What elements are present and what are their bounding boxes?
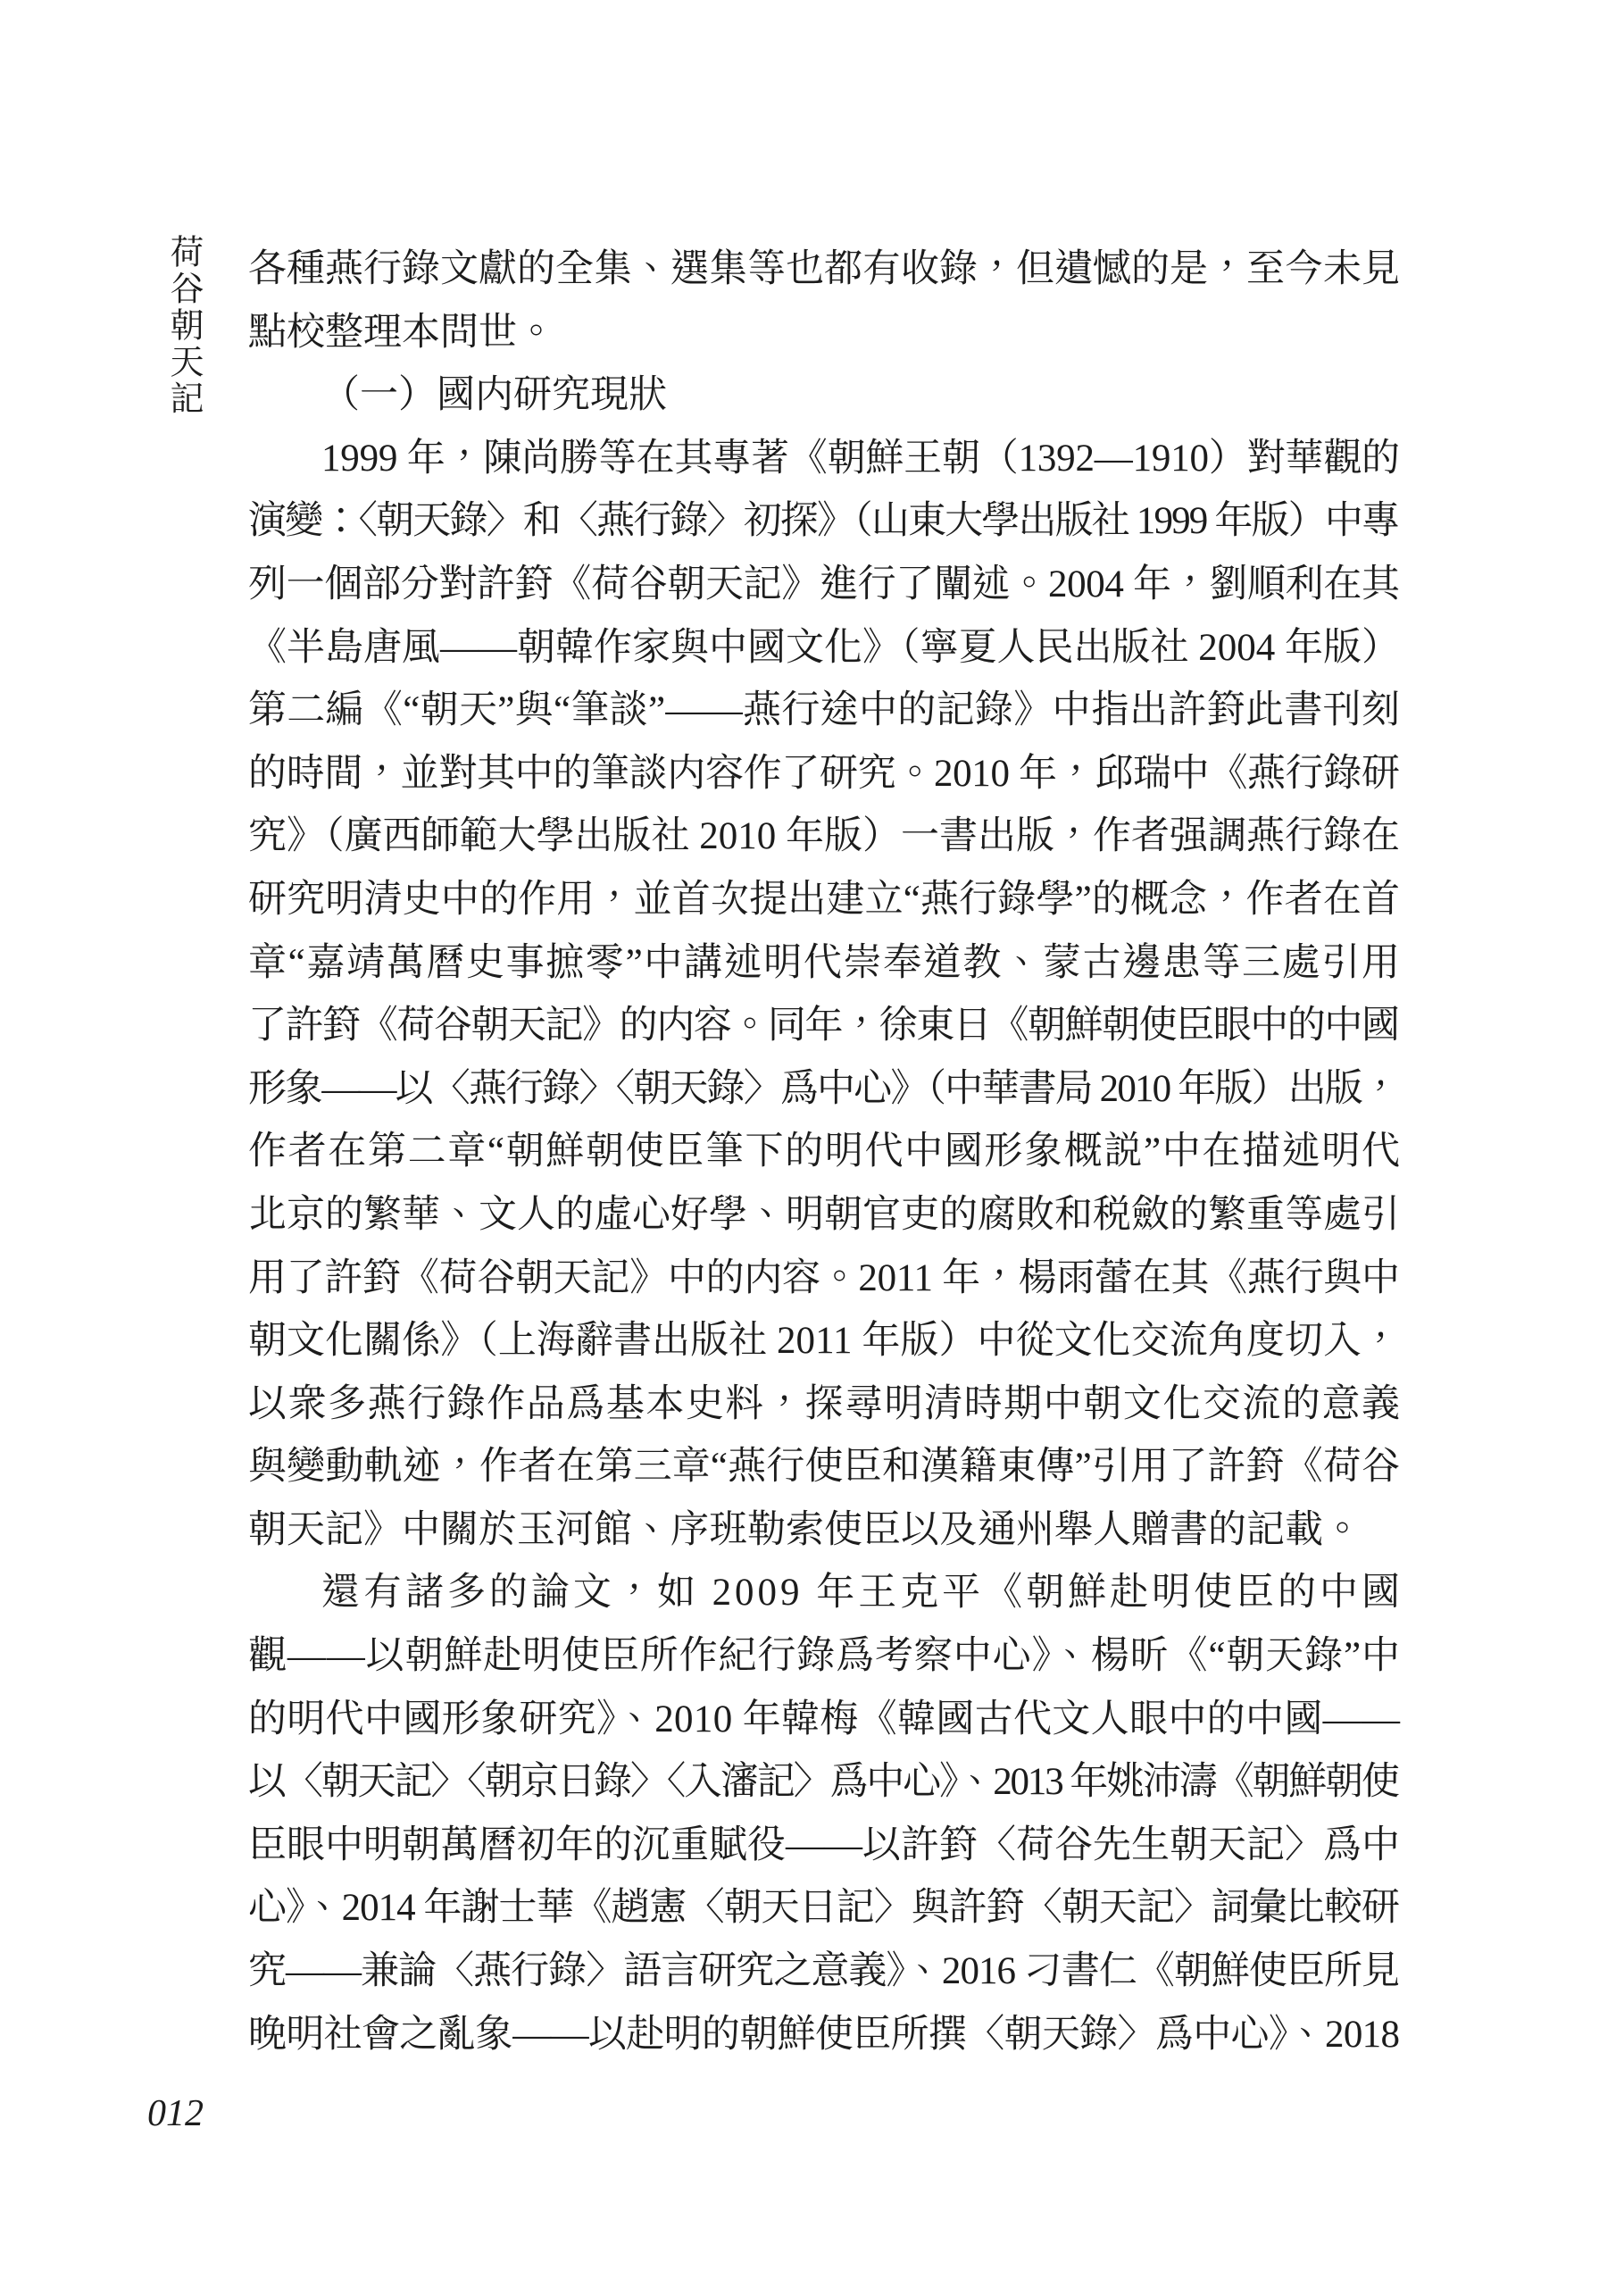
body-line: 以〈朝天記〉〈朝京日錄〉〈入瀋記〉爲中心》、2013 年姚沛濤《朝鮮朝使: [248, 1761, 1398, 1804]
body-line: 究——兼論〈燕行錄〉語言研究之意義》、2016 刁書仁《朝鮮使臣所見: [248, 1950, 1400, 1993]
body-text: [248, 238, 1403, 2066]
body-line: 的時間，並對其中的筆談内容作了研究。2010 年，邱瑞中《燕行錄研: [248, 752, 1400, 795]
body-line: 作者在第二章“朝鮮朝使臣筆下的明代中國形象概説”中在描述明代: [248, 1131, 1402, 1173]
body-line: 點校整理本問世。: [248, 311, 555, 354]
body-line: 用了許篈《荷谷朝天記》中的内容。2011 年，楊雨蕾在其《燕行與中: [248, 1256, 1400, 1299]
body-line: 究》（廣西師範大學出版社 2010 年版）一書出版，作者强調燕行錄在: [248, 815, 1400, 858]
running-head: 荷谷朝天記: [164, 234, 202, 417]
body-line: 臣眼中明朝萬曆初年的沉重賦役——以許篈〈荷谷先生朝天記〉爲中: [248, 1823, 1400, 1866]
body-line: 以衆多燕行錄作品爲基本史料，探尋明清時期中朝文化交流的意義: [248, 1382, 1402, 1425]
body-line: 與變動軌迹，作者在第三章“燕行使臣和漢籍東傳”引用了許篈《荷谷: [248, 1446, 1401, 1489]
body-line: 列一個部分對許篈《荷谷朝天記》進行了闡述。2004 年，劉順利在其: [248, 563, 1400, 605]
body-line: 觀——以朝鮮赴明使臣所作紀行錄爲考察中心》、楊昕《“朝天錄”中: [248, 1635, 1401, 1678]
page-number: 012: [147, 2093, 204, 2134]
body-line: 各種燕行錄文獻的全集、選集等也都有收錄，但遺憾的是，至今未見: [248, 248, 1400, 290]
body-line: 研究明清史中的作用，並首次提出建立“燕行錄學”的概念，作者在首: [248, 878, 1401, 921]
body-line: 朝文化關係》（上海辭書出版社 2011 年版）中從文化交流角度切入，: [248, 1320, 1401, 1363]
body-line: 演變：〈朝天錄〉和〈燕行錄〉初探》（山東大學出版社 1999 年版）中專: [248, 500, 1399, 543]
body-line: 還有諸多的論文，如 2009 年王克平《朝鮮赴明使臣的中國: [321, 1572, 1403, 1615]
body-line: 北京的繁華、文人的虛心好學、明朝官吏的腐敗和税斂的繁重等處引: [248, 1193, 1400, 1236]
paragraph: [248, 238, 1400, 364]
body-line: 1999 年，陳尚勝等在其專著《朝鮮王朝（1392—1910）對華觀的: [321, 437, 1400, 480]
body-line: 《半島唐風——朝韓作家與中國文化》（寧夏人民出版社 2004 年版）: [248, 626, 1400, 669]
body-line: 第二編《“朝天”與“筆談”——燕行途中的記錄》中指出許篈此書刊刻: [248, 689, 1401, 732]
section-heading: （一）國内研究現狀: [321, 374, 667, 417]
body-line: 朝天記》中關於玉河館、序班勒索使臣以及通州舉人贈書的記載。: [248, 1508, 1362, 1551]
body-line: 形象——以〈燕行錄〉〈朝天錄〉爲中心》（中華書局 2010 年版）出版，: [248, 1067, 1399, 1110]
body-line: 的明代中國形象研究》、2010 年韓梅《韓國古代文人眼中的中國——: [248, 1698, 1401, 1740]
body-line: 心》、2014 年謝士華《趙憲〈朝天日記〉與許篈〈朝天記〉詞彙比較研: [248, 1887, 1400, 1930]
paragraph: [248, 1562, 1403, 2066]
body-line: 了許篈《荷谷朝天記》的内容。同年，徐東日《朝鮮朝使臣眼中的中國: [248, 1005, 1399, 1047]
body-line: 章“嘉靖萬曆史事摭零”中講述明代崇奉道教、蒙古邊患等三處引用: [248, 941, 1402, 984]
paragraph: [248, 428, 1400, 1563]
body-line: 晚明社會之亂象——以赴明的朝鮮使臣所撰〈朝天錄〉爲中心》、2018: [248, 2013, 1400, 2056]
